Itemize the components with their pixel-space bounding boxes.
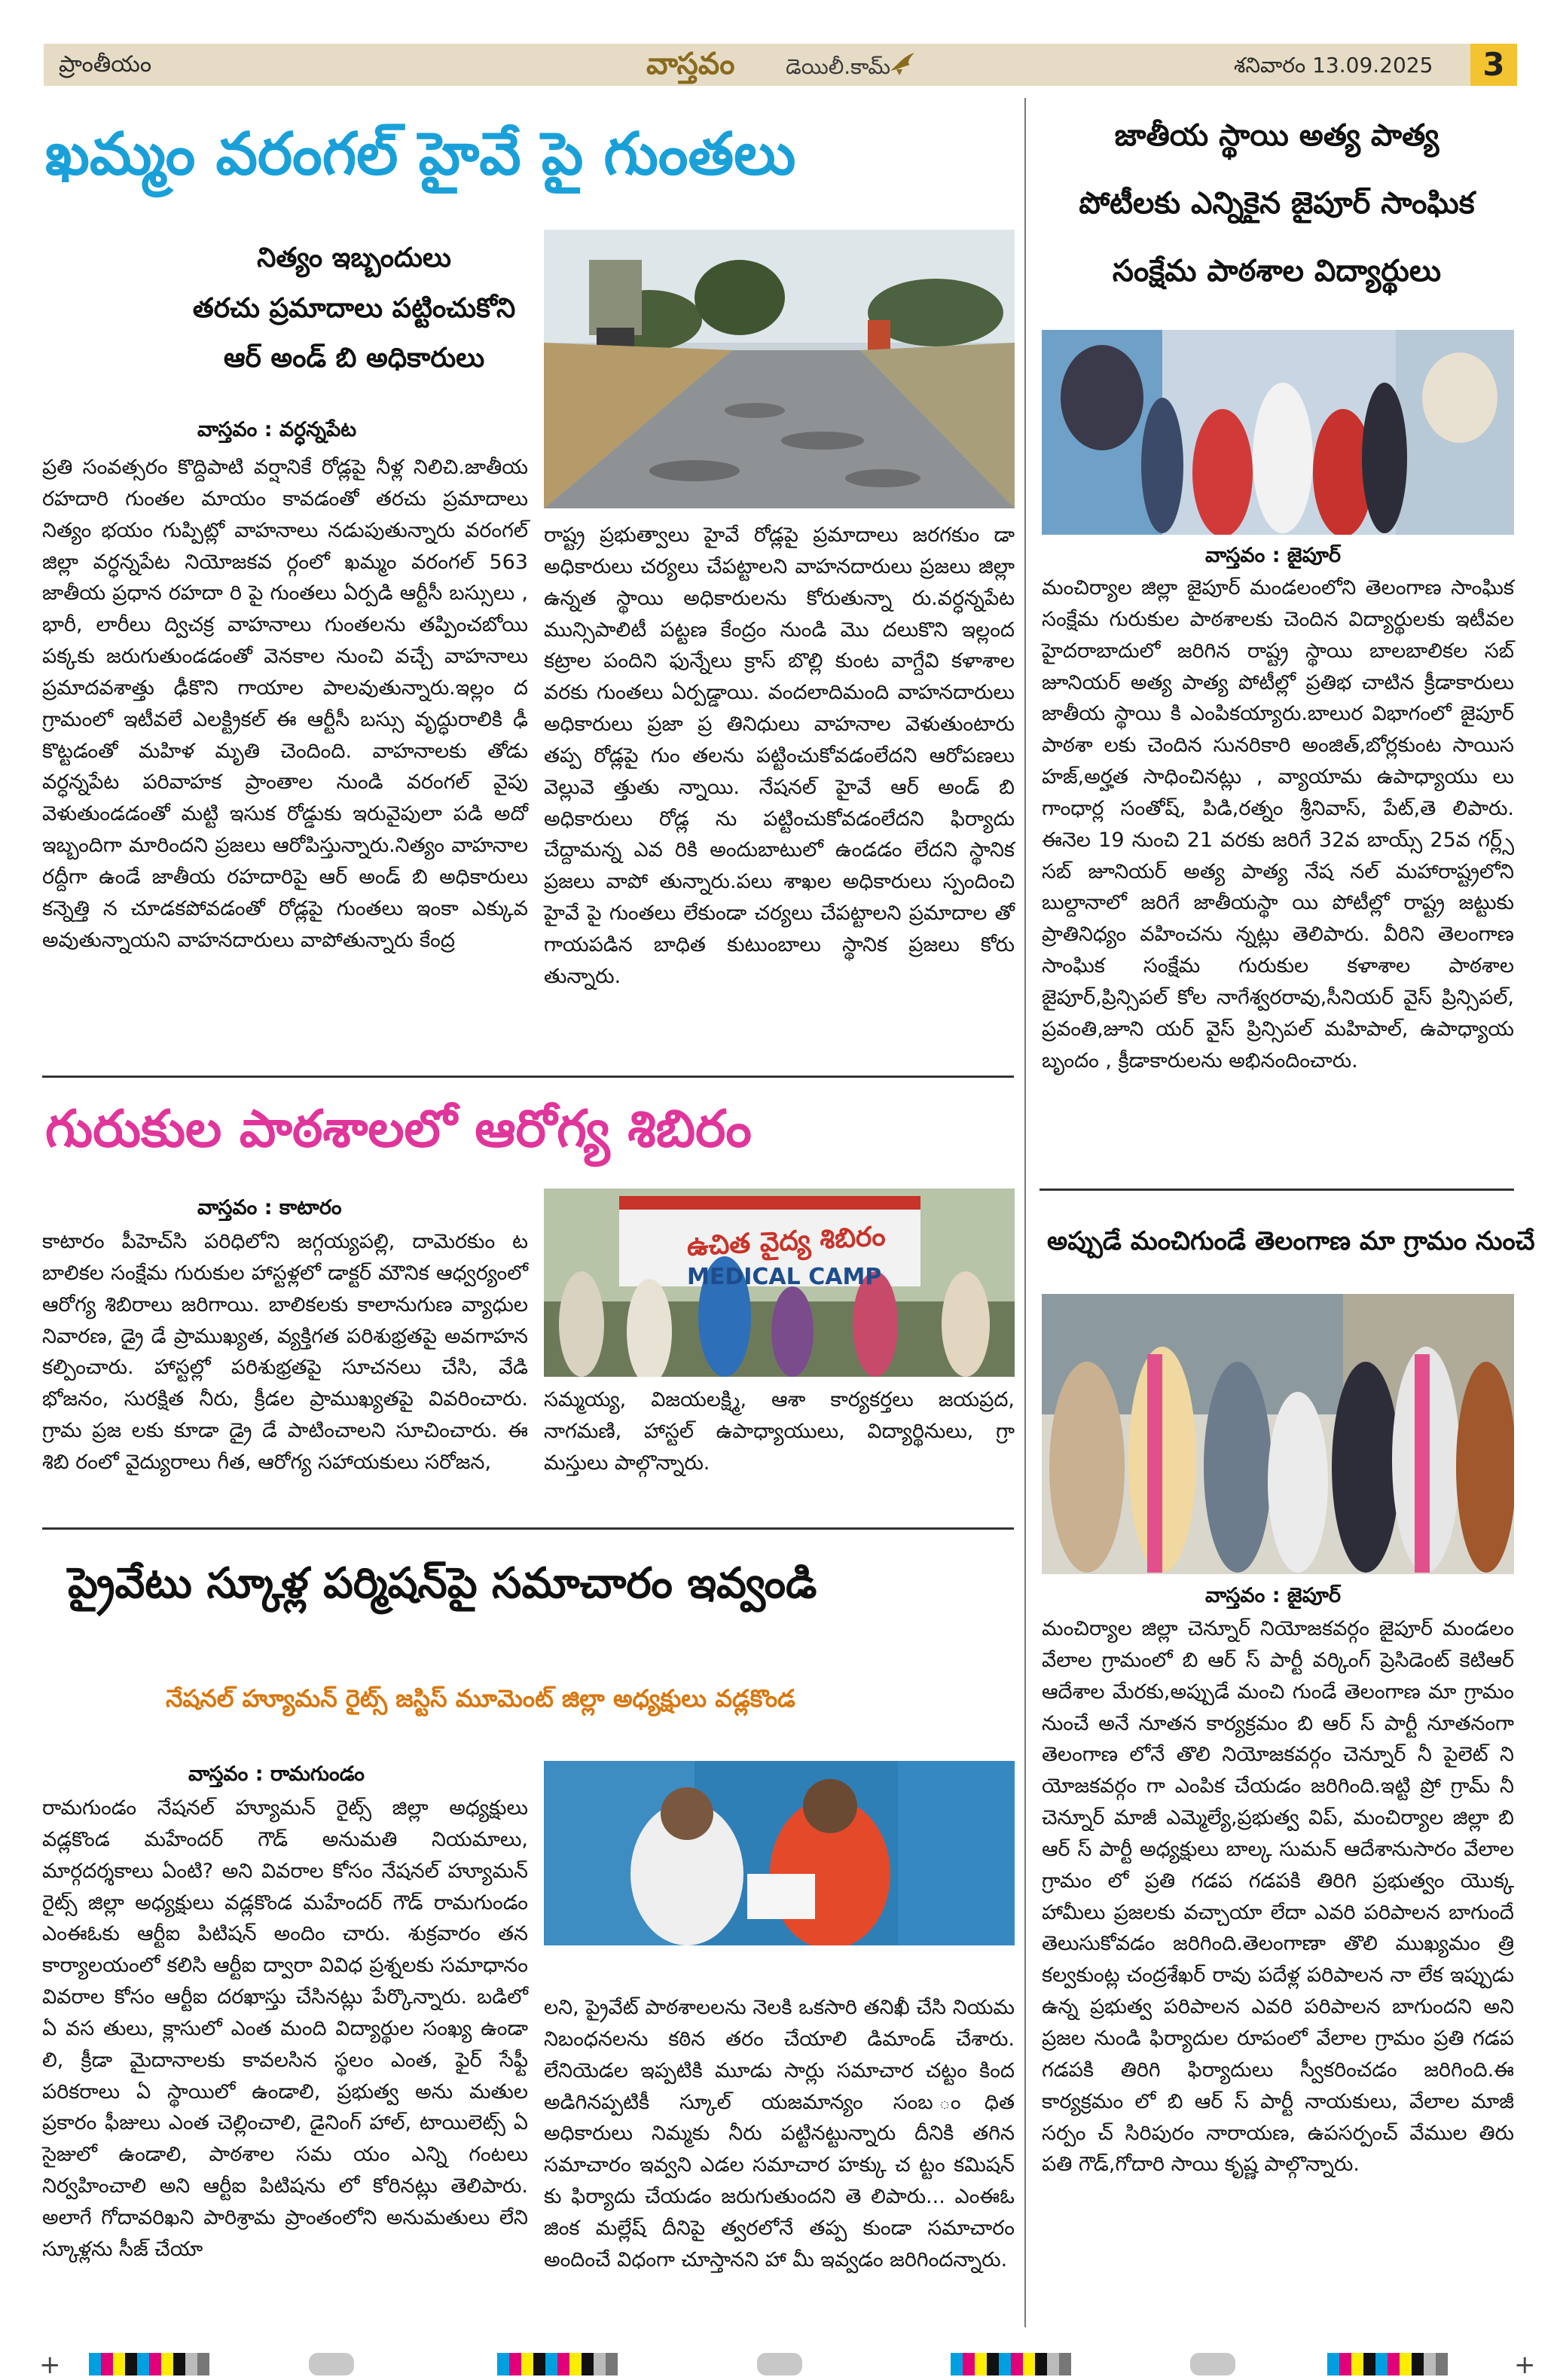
article4-headline-line1: జాతీయ స్థాయి అత్య పాత్య [1114,118,1439,153]
article5-village-photo [1042,1294,1514,1574]
color-bar-1 [89,2353,209,2375]
article5-headline: అప్పుడే మంచిగుండే తెలంగాణ మా గ్రామం నుంచే [1047,1226,1535,1256]
color-bar-4 [1327,2353,1448,2375]
newspaper-brand: వాస్తవం [646,47,735,81]
article4-dateline: వాస్తవం : జైపూర్ [1205,544,1341,567]
article2-col1: కాటారం పీహెచ్‌సి పరిధిలోని జగ్గయ్యపల్లి, దామెరకుం ట బాలికల సంక్షేమ గురుకుల హాస్టళ్లలో డాక్టర్ మౌనిక ఆధ్వర్యంలో ఆరోగ్య శిబిరాలు జరిగాయి. బాలికలకు కాలానుగుణ వ్యాధుల నివారణ, డ్రై డే ప్రాముఖ్యత, వ్యక్తిగత పరిశుభ్రతపై అవగాహన కల్పించారు. హాస్టల్లో పరిశుభ్రతపై సూచనలు చేసి, వేడి భోజనం, సురక్షిత నీరు, క్రీడల ప్రాముఖ్యతపై వివరించారు. గ్రామ ప్రజ లకు కూడా డ్రై డే పాటించాలని సూచించారు. ఈ శిబి రంలో వైద్యురాలు గీత, ఆరోగ్య సహాయకులు సరోజన, [42,1230,528,1474]
article1-col1: ప్రతి సంవత్సరం కొద్దిపాటి వర్షానికే రోడ్లపై నీళ్ల నిలిచి.జాతీయ రహదారి గుంతల మాయం కావడంతో తరచు ప్రమాదాలు నిత్యం భయం గుప్పిట్లో వాహనాలు నడుపుతున్నారు వరంగల్ జిల్లా వర్ధన్నపేట నియోజకవ ర్గంలో ఖమ్మం వరంగల్ 563 జాతీయ ప్రధాన రహదా రి పై గుంతలు ఏర్పడి ఆర్టీసీ బస్సులు , భారీ, లారీలు ద్విచక్ర వాహనాలు గుంతలను తప్పించబోయి పక్కకు జరుగుతుండడంతో వెనకాల నుంచి వచ్చే వాహనాలు ప్రమాదవశాత్తు ఢీకొని గాయాల పాలవుతున్నారు.ఇల్లం ద గ్రామంలో ఇటీవలే ఎలక్ట్రికల్ ఈ ఆర్టీసీ బస్సు వృద్ధురాలికి ఢీ కొట్టడంతో మహిళ మృతి చెందింది. వాహనాలకు తోడు వర్ధన్నపేట పరివాహక ప్రాంతాల నుండి వరంగల్ వైపు వెళుతుండడంతో మట్టి ఇసుక రోడ్డుకు ఇరువైపులా పడి అదో ఇబ్బందిగా మారిందని ప్రజలు ఆరోపిస్తున్నారు.నిత్యం వాహనాల రద్దీగా ఉండే జాతీయ రహదారిపై ఆర్ అండ్ బి అధికారులు కన్నెత్తి న చూడకపోవడంతో రోడ్లపై గుంతలు ఇంకా ఎక్కువ అవుతున్నాయని వాహనదారులు వాపోతున్నారు కేంద్ర [42,456,528,952]
column-divider [1024,98,1026,2327]
article4-headline-line2: పోటీలకు ఎన్నికైన జైపూర్ సాంఘిక [1079,186,1475,221]
article3-dateline: వాస్తవం : రామగుండం [188,1762,365,1786]
bird-logo-icon [887,50,917,77]
article2-headline: గురుకుల పాఠశాలలో ఆరోగ్య శిబిరం [45,1100,752,1159]
article1-subhead-1: నిత్యం ఇబ్బందులు [257,243,451,273]
article2-dateline: వాస్తవం : కాటారం [197,1196,342,1219]
article3-col1: రామగుండం నేషనల్ హ్యూమన్ రైట్స్ జిల్లా అధ్యక్షులు వడ్లకొండ మహేందర్ గౌడ్ అనుమతి నియమాలు, మార్గదర్శకాలు ఏంటి? అని వివరాల కోసం నేషనల్ హ్యూమన్ రైట్స్ జిల్లా అధ్యక్షులు వడ్లకొండ మహేందర్ గౌడ్ రామగుండం ఎంఈఓకు ఆర్టీఐ పిటిషన్ అందిం చారు. శుక్రవారం తన కార్యాలయంలో కలిసి ఆర్టీఐ ద్వారా వివిధ ప్రశ్నలకు సమాధానం వివరాల కోసం ఆర్టీఐ దరఖాస్తు చేసినట్లు పేర్కొన్నారు. బడిలో ఏ వస తులు, క్లాసులో ఎంత మంది విద్యార్థుల సంఖ్య ఉండా లి, క్రీడా మైదానాలకు కావలసిన స్థలం ఎంత, ఫైర్ సేఫ్టీ పరికరాలు ఏ స్థాయిలో ఉండాలి, ప్రభుత్వ అను మతుల ప్రకారం ఫీజులు ఎంత చెల్లించాలి, డైనింగ్ హాల్, టాయిలెట్స్ ఏ సైజులో ఉండాలి, పాఠశాల సమ యం ఎన్ని గంటలు నిర్వహించాలి అని ఆర్టీఐ పిటిషను లో కోరినట్లు తెలిపారు. అలాగే గోదావరిఖని పారిశ్రామ ప్రాంతంలోని అనుమతులు లేని స్కూళ్లను సీజ్ చేయా [42,1796,528,2261]
article1-subheads [181,233,527,384]
divider-2 [42,1527,1014,1530]
article4-headline [1040,102,1514,305]
page-header [44,44,1473,86]
article1-subhead-3: ఆర్ అండ్ బి అధికారులు [223,343,485,374]
article1-road-photo [544,230,1015,508]
article3-col2: లని, ప్రైవేట్ పాఠశాలలను నెలకి ఒకసారి తనిఖీ చేసి నియమ నిబంధనలను కఠిన తరం చేయాలి డిమాండ్ చేశారు. లేనియెడల ఇప్పటికి మూడు సార్లు సమాచార చట్టం కింద అడిగినప్పటికీ స్కూల్ యజమాన్యం సంబ ంధిత అధికారులు నిమ్మకు నీరు పట్టినట్టున్నారు దీనికి తగిన సమాచారం ఇవ్వని ఎడల సమాచార హక్కు చ ట్టం కమిషన్ కు ఫిర్యాదు చేయడం జరుగుతుందని తె లిపారు... ఎంఈఓ జింక మల్లేష్ దీనిపై త్వరలోనే తప్ప కుండా సమాచారం అందించే విధంగా చూస్తానని హా మీ ఇవ్వడం జరిగిందన్నారు. [544,1996,1015,2272]
section-name: ప్రాంతీయం [59,51,152,78]
divider-3 [1040,1188,1514,1191]
camp-banner-text: ఉచిత వైద్య శిబిరం [685,1221,887,1262]
article5-dateline: వాస్తవం : జైపూర్ [1205,1584,1341,1607]
page-number: 3 [1470,44,1517,86]
article1-subhead-2: తరచు ప్రమాదాలు పట్టించుకోని [192,292,516,324]
registration-cross-right: + [1514,2350,1536,2380]
divider-1 [42,1076,1014,1078]
article3-subhead: నేషనల్ హ్యూమన్ రైట్స్ జస్టిస్ మూమెంట్ జిల్లా అధ్యక్షులు వడ్లకొండ [166,1684,795,1713]
article5-body: మంచిర్యాల జిల్లా చెన్నూర్ నియోజకవర్గం జైపూర్ మండలం వేలాల గ్రామంలో బి ఆర్ స్ పార్టీ వర్కింగ్ ప్రెసిడెంట్ కెటిఆర్ ఆదేశాల మేరకు,అప్పుడే మంచి గుండే తెలంగాణ మా గ్రామం నుంచే అనే నూతన కార్యక్రమం బి ఆర్ స్ పార్టీ నూతనంగా తెలంగాణ లోనే తొలి నియోజకవర్గం చెన్నూర్ నీ పైలెట్ ని యోజకవర్గం గా ఎంపిక చేయడం జరిగింది.ఇట్టి ప్రో గ్రామ్ నీ చెన్నూర్ మాజీ ఎమ్మెల్యే,ప్రభుత్వ విప్, మంచిర్యాల జిల్లా బి ఆర్ స్ పార్టీ అధ్యక్షులు బాల్క సుమన్ ఆదేశానుసారం వేలాల గ్రామం లో ప్రతి గడప గడపకి తిరిగి ప్రభుత్వం యొక్క హామీలు ప్రజలకు వచ్చాయా లేదా ఎవరి పరిపాలన బాగుందే తెలుసుకోవడం జరిగింది.తెలంగాణా తొలి ముఖ్యమం త్రి కల్వకుంట్ల చంద్రశేఖర్ రావు పదేళ్ల పరిపాలన నా లేక ఇప్పుడు ఉన్న ప్రభుత్వ పరిపాలన ఎవరి పరిపాలన బాగుందని అని ప్రజల నుండి ఫిర్యాదుల రూపంలో వేలాల గ్రామం ప్రతి గడప గడపకి తిరిగి ఫిర్యాదులు స్వీకరించడం జరిగింది.ఈ కార్యక్రమం లో బి ఆర్ స్ పార్టీ నాయకులు, వేలాల మాజీ సర్పం చ్ సిరిపురం నారాయణ, ఉపసర్పంచ్ వేముల తిరు పతి గౌడ్,గోదారి సాయి కృష్ణ పాల్గొన్నారు. [1042,1617,1514,2177]
article2-col2: సమ్మయ్య, విజయలక్ష్మి, ఆశా కార్యకర్తలు జయప్రద, నాగమణి, హాస్టల్ ఉపాధ్యాయులు, విద్యార్థినులు, గ్రా మస్తులు పాల్గొన్నారు. [544,1388,1015,1475]
article4-headline-line3: సంక్షేమ పాఠశాల విద్యార్థులు [1112,254,1442,288]
article1-dateline: వాస్తవం : వర్ధన్నపేట [197,418,357,441]
newspaper-site: డెయిలీ.కామ్ [786,54,891,79]
article4-body: మంచిర్యాల జిల్లా జైపూర్ మండలంలోని తెలంగాణ సాంఘిక సంక్షేమ గురుకుల పాఠశాలకు చెందిన విద్యార్థులకు ఇటీవల హైదరాబాదులో జరిగిన రాష్ట్ర స్థాయి బాలబాలికల సబ్ జూనియర్ అత్య పాత్య పోటీల్లో ప్రతిభ చాటిన క్రీడాకారులు జాతీయ స్థాయి కి ఎంపికయ్యారు.బాలుర విభాగంలో జైపూర్ పాఠశా లకు చెందిన సునరికారి అంజిత్,బోర్లకుంట సాయిస హజ్,అర్హత సాధించినట్లు , వ్యాయామ ఉపాధ్యాయు లు గాంధార్ల సంతోష్, పిడి,రత్నం శ్రీనివాస్, పేట్,తె లిపారు. ఈనెల 19 నుంచి 21 వరకు జరిగే 32వ బాయ్స్ 25వ గర్ల్స్ సబ్ జూనియర్ అత్య పాత్య నేష నల్ మహారాష్ట్రలోని బుల్దానాలో జరిగే జాతీయస్థా యి పోటీల్లో రాష్ట్ర జట్టుకు ప్రాతినిధ్యం వహించను న్నట్లు తెలిపారు. వీరిని తెలంగాణ సాంఘిక సంక్షేమ గురుకుల కళాశాల పాఠశాల జైపూర్,ప్రిన్సిపల్ కోల నాగేశ్వరరావు,సీనియర్ వైస్ ప్రిన్సిపల్, ప్రవంతి,జూని యర్ వైస్ ప్రిన్సిపల్ మహిపాల్, ఉపాధ్యాయ బృందం , క్రీడాకారులను అభినందించారు. [1042,576,1514,1073]
registration-dot-2 [757,2353,802,2375]
article2-medical-camp-photo [544,1188,1015,1377]
registration-dot-3 [1190,2353,1235,2375]
article3-petition-photo [544,1761,1015,1945]
article4-students-photo [1042,330,1514,535]
article1-headline: ఖమ్మం వరంగల్ హైవే పై గుంతలు [45,121,796,188]
camp-banner-text-en: MEDICAL CAMP [687,1264,882,1290]
color-bar-2 [497,2353,618,2375]
article3-headline: ప్రైవేటు స్కూళ్ల పర్మిషన్‌పై సమాచారం ఇవ్వండి [68,1559,817,1608]
registration-dot-1 [309,2353,354,2375]
registration-cross-left: + [39,2350,61,2380]
color-bar-3 [951,2353,1071,2375]
article1-col2: రాష్ట్ర ప్రభుత్వాలు హైవే రోడ్లపై ప్రమాదాలు జరగకుం డా అధికారులు చర్యలు చేపట్టాలని వాహనదారులు ప్రజలు జిల్లా ఉన్నత స్థాయి అధికారులను కోరుతున్నా రు.వర్ధన్నపేట మున్సిపాలిటీ పట్టణ కేంద్రం నుండి మొ దలుకొని ఇల్లంద కట్రాల పందిని ఫున్నేలు క్రాస్ బొల్లి కుంట వాగ్దేవి కళాశాల వరకు గుంతలు ఏర్పడ్డాయి. వందలాదిమంది వాహనదారులు అధికారులు ప్రజా ప్ర తినిధులు వాహనాల వెళుతుంటారు తప్ప రోడ్లపై గుం తలను పట్టించుకోవడంలేదని ఆరోపణలు వెల్లువె త్తుతు న్నాయి. నేషనల్ హైవే ఆర్ అండ్ బి అధికారులు రోడ్ల ను పట్టించుకోవడంలేదని ఫిర్యాదు చేద్దామన్న ఎవ రికి అందుబాటులో ఉండడం లేదని స్థానిక ప్రజలు వాపో తున్నారు.పలు శాఖల అధికారులు స్పందించి హైవే పై గుంతలు లేకుండా చర్యలు చేపట్టాలని ప్రమాదాల తో గాయపడిన బాధిత కుటుంబాలు స్థానిక ప్రజలు కోరు తున్నారు. [544,523,1015,988]
issue-date: శనివారం 13.09.2025 [1234,53,1433,78]
